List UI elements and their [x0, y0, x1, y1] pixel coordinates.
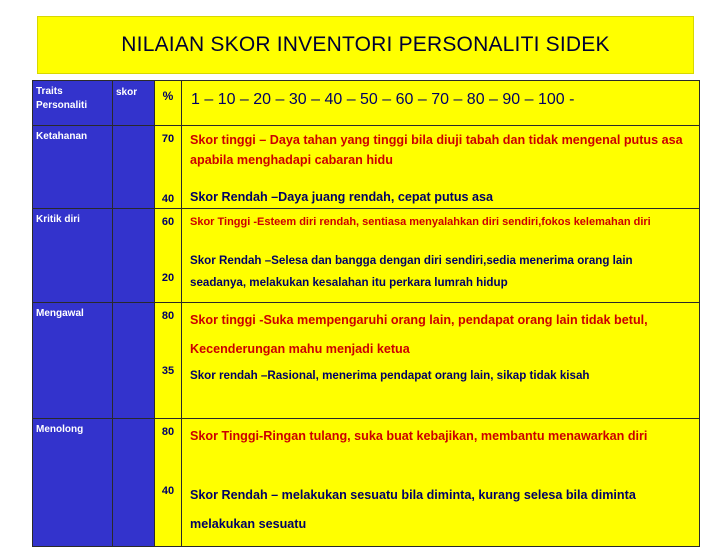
description-cell [182, 303, 700, 419]
description-cell [182, 419, 700, 547]
header-row [33, 81, 700, 126]
low-percent: 40 [161, 485, 175, 497]
table-row [33, 126, 700, 209]
header-percent: % [162, 89, 174, 103]
percent-cell [155, 303, 182, 419]
table-row [33, 303, 700, 419]
low-description: Skor Rendah –Selesa dan bangga dengan diri sendiri,sedia menerima orang lain seadanya, melakukan kesalahan itu perkara lumrah hidup [190, 254, 633, 289]
score-table [32, 80, 700, 547]
low-percent: 40 [161, 193, 175, 205]
high-description: Skor tinggi -Suka mempengaruhi orang lain, pendapat orang lain tidak betul, Kecenderungan mahu menjadi ketua [190, 313, 648, 356]
high-description: Skor Tinggi -Esteem diri rendah, sentiasa menyalahkan diri sendiri,fokos kelemahan diri [190, 216, 651, 228]
high-percent: 80 [161, 426, 175, 438]
title-banner [37, 16, 694, 74]
table-row [33, 419, 700, 547]
skor-cell [113, 209, 155, 303]
skor-cell [113, 126, 155, 209]
percent-cell [155, 126, 182, 209]
table-row [33, 209, 700, 303]
low-description: Skor Rendah – melakukan sesuatu bila diminta, kurang selesa bila diminta melakukan sesuatu [190, 488, 636, 531]
high-percent: 80 [161, 310, 175, 322]
low-description: Skor rendah –Rasional, menerima pendapat orang lain, sikap tidak kisah [190, 369, 590, 382]
trait-label: Ketahanan [33, 126, 113, 209]
skor-cell [113, 419, 155, 547]
page-title: NILAIAN SKOR INVENTORI PERSONALITI SIDEK [121, 33, 610, 56]
low-percent: 35 [161, 365, 175, 377]
high-description: Skor tinggi – Daya tahan yang tinggi bila diuji tabah dan tidak mengenal putus asa apabila menghadapi cabaran hidu [190, 133, 683, 167]
header-traits: Traits Personaliti [33, 81, 113, 126]
percent-cell [155, 209, 182, 303]
header-scale-cell [182, 81, 700, 126]
description-cell [182, 209, 700, 303]
header-skor: skor [113, 81, 155, 126]
header-percent-cell [155, 81, 182, 126]
high-percent: 70 [161, 133, 175, 145]
high-percent: 60 [161, 216, 175, 228]
low-description: Skor Rendah –Daya juang rendah, cepat putus asa [190, 190, 494, 204]
header-scale: 1 – 10 – 20 – 30 – 40 – 50 – 60 – 70 – 80 – 90 – 100 - [191, 91, 575, 108]
high-description: Skor Tinggi-Ringan tulang, suka buat kebajikan, membantu menawarkan diri [190, 429, 648, 443]
description-cell [182, 126, 700, 209]
trait-label: Menolong [33, 419, 113, 547]
percent-cell [155, 419, 182, 547]
low-percent: 20 [161, 272, 175, 284]
trait-label: Kritik diri [33, 209, 113, 303]
skor-cell [113, 303, 155, 419]
trait-label: Mengawal [33, 303, 113, 419]
